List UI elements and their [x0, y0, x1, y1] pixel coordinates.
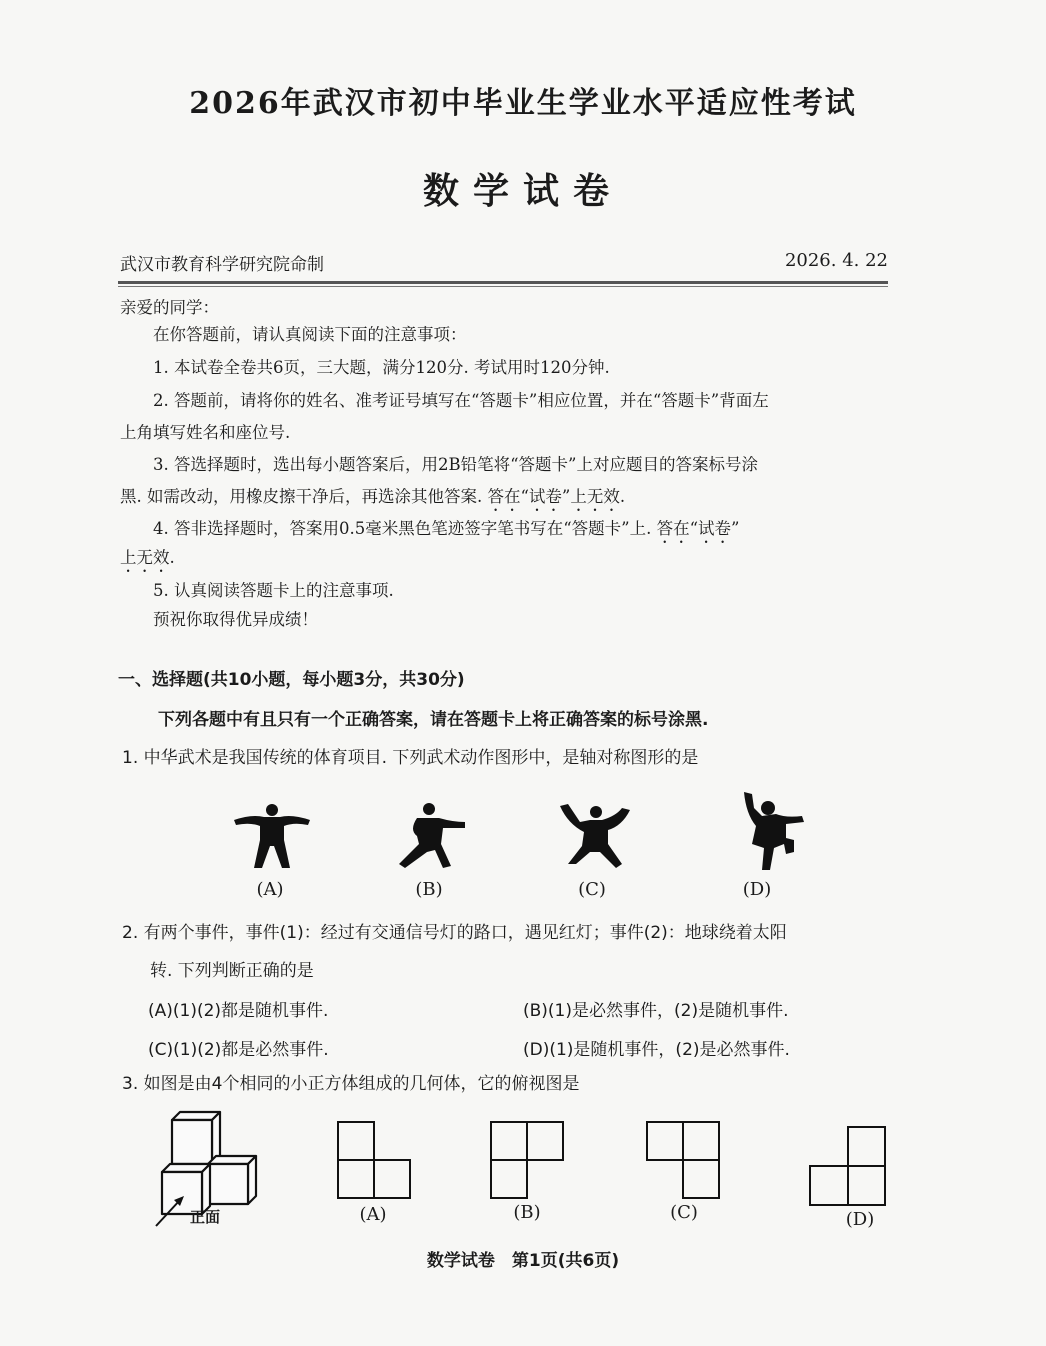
notice-item-2-line-1: 2. 答题前，请将你的姓名、准考证号填写在“答题卡”相应位置，并在“答题卡”背面左 — [153, 391, 769, 410]
notice-item-5: 5. 认真阅读答题卡上的注意事项. — [153, 581, 394, 600]
q2-option-c: (C)(1)(2)都是必然事件. — [148, 1040, 329, 1060]
q1-option-d-label: (D) — [742, 879, 772, 900]
question-2-stem-line-1: 2. 有两个事件，事件(1)：经过有交通信号灯的路口，遇见红灯；事件(2)：地球绕着太阳 — [122, 923, 787, 943]
q3-option-c-label: (C) — [670, 1202, 698, 1223]
notice-wish: 预祝你取得优异成绩！ — [153, 610, 318, 629]
notice-item-4-emphasis-2: 上无效 — [120, 548, 170, 567]
q2-option-b: (B)(1)是必然事件，(2)是随机事件. — [523, 1001, 789, 1021]
q1-figure-a — [232, 800, 312, 872]
top-view-grid-icon — [336, 1120, 412, 1200]
q2-option-a: (A)(1)(2)都是随机事件. — [148, 1001, 329, 1021]
section-heading: 一、选择题(共10小题，每小题3分，共30分) — [118, 670, 465, 690]
q3-option-b-label: (B) — [513, 1202, 541, 1223]
notice-item-1: 1. 本试卷全卷共6页，三大题，满分120分. 考试用时120分钟. — [153, 358, 610, 377]
q3-figure-a — [336, 1120, 412, 1200]
q1-figure-c — [556, 800, 636, 872]
section-instruction: 下列各题中有且只有一个正确答案，请在答题卡上将正确答案的标号涂黑. — [158, 710, 709, 730]
q1-figure-d — [730, 790, 810, 872]
notice-intro: 在你答题前，请认真阅读下面的注意事项： — [153, 325, 467, 344]
notice-item-3-emphasis: 答在“试卷”上无效 — [487, 487, 620, 506]
q3-option-a-label: (A) — [359, 1204, 387, 1225]
notice-item-3-text: 黑. 如需改动，用橡皮擦干净后，再选涂其他答案. — [120, 487, 488, 506]
q3-figure-b — [489, 1120, 565, 1200]
question-1-stem: 1. 中华武术是我国传统的体育项目. 下列武术动作图形中，是轴对称图形的是 — [122, 748, 699, 768]
notice-item-3-line-2 — [120, 484, 625, 515]
q3-figure-d — [808, 1125, 888, 1207]
martial-arts-silhouette-icon — [556, 800, 636, 872]
notice-item-4-emphasis: 答在“试卷” — [656, 519, 740, 538]
notice-item-4-text: 4. 答非选择题时，答案用0.5毫米黑色笔迹签字笔书写在“答题卡”上. — [153, 519, 657, 538]
greeting: 亲爱的同学： — [120, 298, 219, 317]
exam-subtitle: 数学试卷 — [422, 171, 623, 212]
top-view-grid-icon — [645, 1120, 721, 1200]
q1-figure-b — [395, 800, 475, 872]
question-3-stem: 3. 如图是由4个相同的小正方体组成的几何体，它的俯视图是 — [122, 1074, 580, 1094]
notice-item-4-period: . — [169, 548, 175, 567]
notice-item-4-line-2 — [120, 545, 175, 576]
q1-option-a-label: (A) — [256, 879, 284, 900]
martial-arts-silhouette-icon — [395, 800, 475, 872]
top-view-grid-icon — [808, 1125, 888, 1207]
header-rule — [118, 281, 888, 284]
q1-option-b-label: (B) — [415, 879, 443, 900]
notice-item-3-line-1: 3. 答选择题时，选出每小题答案后，用2B铅笔将“答题卡”上对应题目的答案标号涂 — [153, 455, 758, 474]
q3-front-label: 正面 — [190, 1208, 221, 1226]
q3-figure-c — [645, 1120, 721, 1200]
q3-option-d-label: (D) — [845, 1209, 875, 1230]
page-footer: 数学试卷 第1页(共6页) — [426, 1251, 620, 1271]
notice-item-2-line-2: 上角填写姓名和座位号. — [120, 423, 291, 442]
exam-date: 2026. 4. 22 — [784, 250, 888, 271]
q2-option-d: (D)(1)是随机事件，(2)是必然事件. — [523, 1040, 790, 1060]
martial-arts-silhouette-icon — [730, 790, 810, 872]
question-2-stem-line-2: 转. 下列判断正确的是 — [150, 961, 314, 981]
notice-item-3-period: . — [619, 487, 626, 506]
exam-title: 2026年武汉市初中毕业生学业水平适应性考试 — [189, 86, 857, 121]
q1-option-c-label: (C) — [578, 879, 606, 900]
notice-item-4-line-1 — [153, 516, 739, 547]
martial-arts-silhouette-icon — [232, 800, 312, 872]
issuer: 武汉市教育科学研究院命制 — [120, 255, 324, 275]
top-view-grid-icon — [489, 1120, 565, 1200]
header-rule-thin — [118, 286, 888, 287]
